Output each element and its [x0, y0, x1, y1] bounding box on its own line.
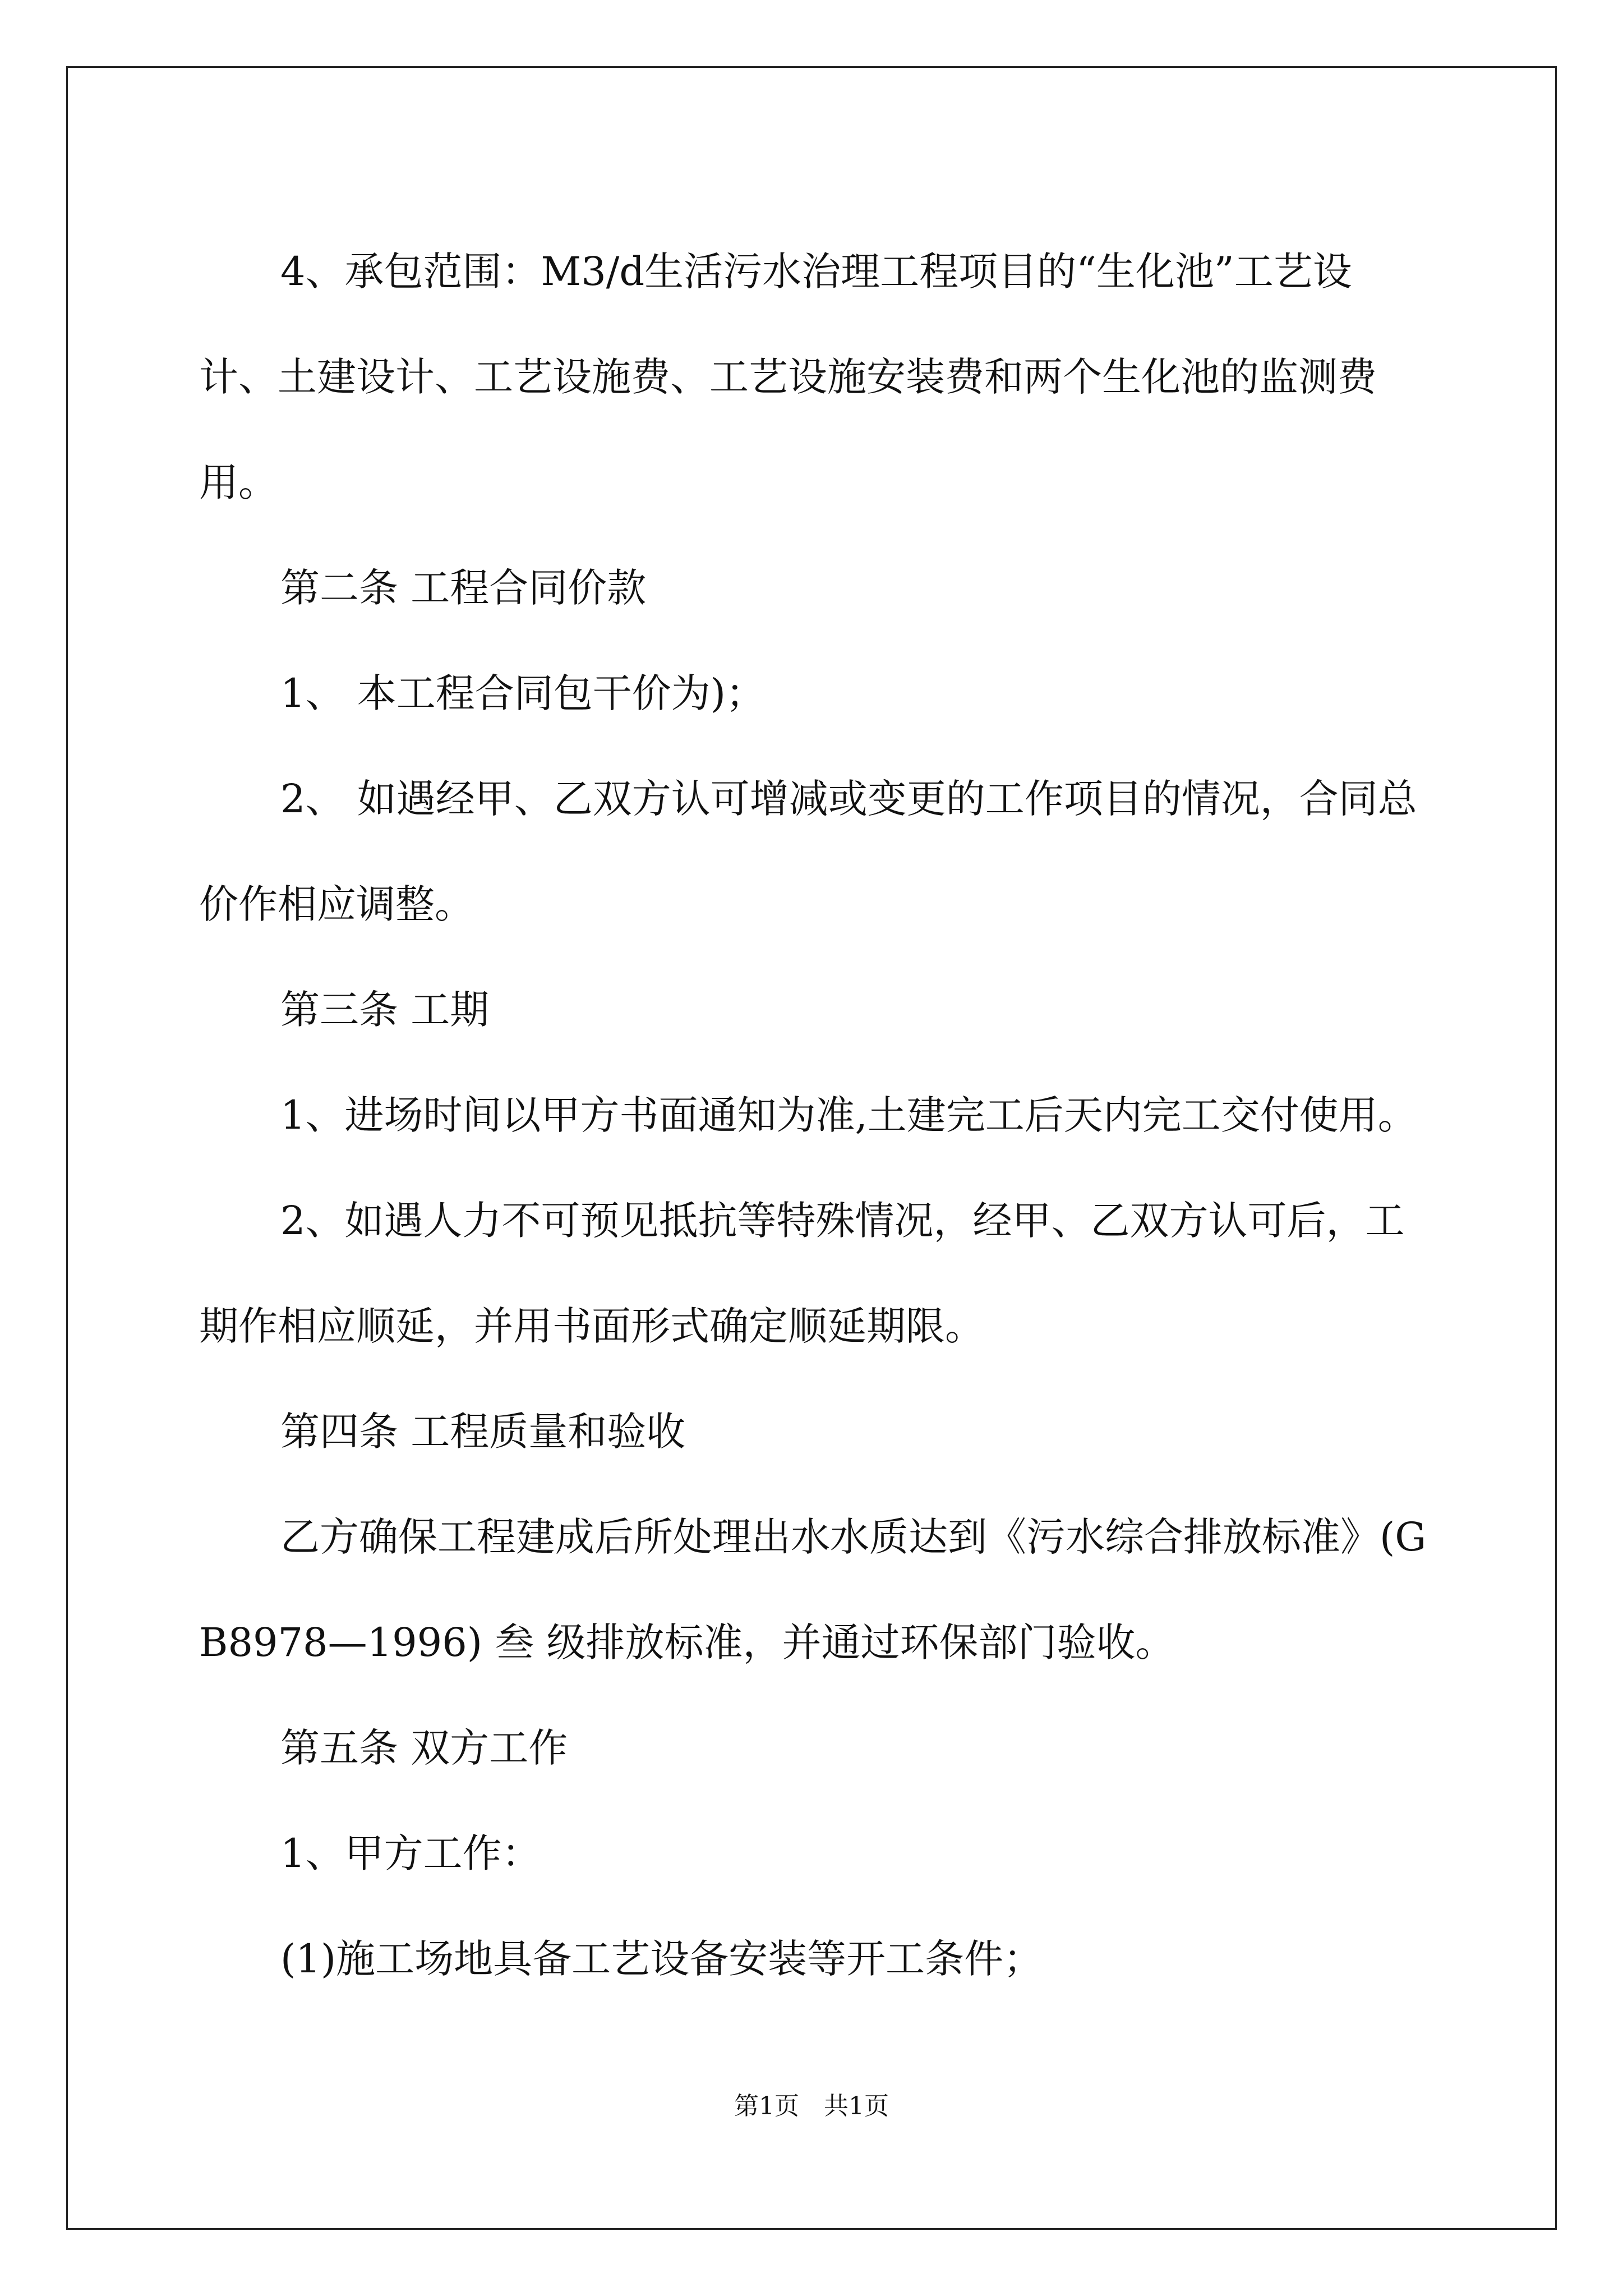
heading-article-2: 第二条 工程合同价款: [280, 565, 647, 611]
heading-article-4: 第四条 工程质量和验收: [280, 1409, 686, 1455]
heading-article-5: 第五条 双方工作: [280, 1725, 568, 1771]
page-footer: 第1页 共1页: [734, 2092, 889, 2120]
paragraph-price-2: 2、 如遇经甲、乙双方认可增减或变更的工作项目的情况，合同总价作相应调整。: [199, 776, 1417, 927]
paragraph-party-a-item-1: (1)施工场地具备工艺设备安装等开工条件；: [280, 1936, 1043, 1982]
paragraph-schedule-2: 2、如遇人力不可预见抵抗等特殊情况，经甲、乙双方认可后，工期作相应顺延，并用书面形式确定顺延期限。: [199, 1198, 1405, 1349]
paragraph-schedule-1: 1、进场时间以甲方书面通知为准,土建完工后天内完工交付使用。: [280, 1092, 1417, 1138]
paragraph-price-1: 1、 本工程合同包干价为)；: [280, 670, 766, 716]
heading-article-3: 第三条 工期: [280, 987, 490, 1033]
paragraph-party-a-work: 1、甲方工作：: [280, 1830, 541, 1876]
paragraph-scope: 4、承包范围：M3/d生活污水治理工程项目的“生化池”工艺设计、土建设计、工艺设施费、工艺设施安装费和两个生化池的监测费用。: [199, 249, 1377, 505]
paragraph-quality: 乙方确保工程建成后所处理出水水质达到《污水综合排放标准》(GB8978—1996) 叁 级排放标准，并通过环保部门验收。: [199, 1514, 1427, 1665]
document-body: [199, 219, 1427, 2012]
